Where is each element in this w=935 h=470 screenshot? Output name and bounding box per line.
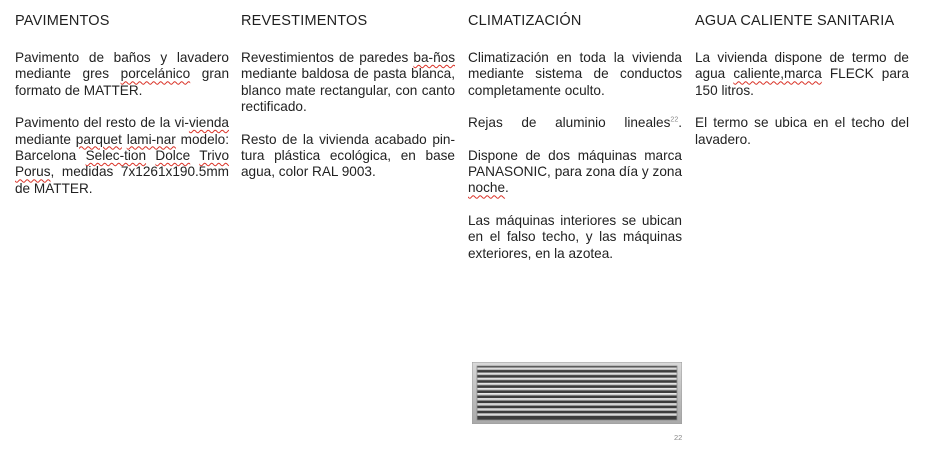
spellcheck-word[interactable]: Porus [15,164,51,180]
climatizacion-heading: CLIMATIZACIÓN [468,13,582,29]
pavimentos-column [15,12,229,213]
spellcheck-word[interactable]: parquet [75,131,122,147]
climatizacion-column [468,12,682,278]
spellcheck-word[interactable]: Dolce [155,148,191,164]
revestimentos-paragraph-1: Revestimientos de paredes ba-ños mediante baldosa de pasta blanca, blanco mate rectangular, con canto rectificado. [241,50,455,115]
agua-caliente-column [695,12,909,164]
revestimentos-heading: REVESTIMENTOS [241,13,368,29]
image-number: 22 [674,433,683,442]
climatizacion-paragraph-3: Dispone de dos máquinas marca PANASONIC, para zona día y zona noche. [468,147,682,196]
spellcheck-word[interactable]: vienda [188,115,229,131]
spellcheck-word[interactable]: lami-nar [126,131,176,147]
spellcheck-word[interactable]: Trivo [199,148,229,164]
revestimentos-column [241,12,455,197]
agua-caliente-paragraph-1: La vivienda dispone de termo de agua caliente,marca FLECK para 150 litros. [695,50,909,98]
agua-caliente-paragraph-2: El termo se ubica en el techo del lavadero. [695,115,909,147]
climatizacion-paragraph-1: Climatización en toda la vivienda mediante sistema de conductos completamente oculto. [468,50,682,98]
spellcheck-word[interactable]: porcelánico [120,66,191,82]
revestimentos-paragraph-2: Resto de la vivienda acabado pin-tura plástica ecológica, en base agua, color RAL 9003. [241,131,455,180]
footnote-marker: 22 [670,116,679,124]
spellcheck-word[interactable]: noche [468,180,506,196]
pavimentos-paragraph-2: Pavimento del resto de la vi-vienda mediante parquet lami-nar modelo: Barcelona Selec-tion Dolce Trivo Porus, medidas 7x1261x190.5mm de MATTER. [15,115,230,196]
climatizacion-paragraph-4: Las máquinas interiores se ubican en el falso techo, y las máquinas exteriores, en la azotea. [468,212,682,261]
linear-grille-image [472,362,682,424]
pavimentos-heading: PAVIMENTOS [15,13,110,29]
climatizacion-paragraph-2: Rejas de aluminio lineales$^{22}$. [468,115,682,131]
spellcheck-word[interactable]: caliente,marca [733,66,822,82]
spellcheck-word[interactable]: ba-ños [413,50,455,65]
pavimentos-paragraph-1: Pavimento de baños y lavadero mediante gres porcelánico gran formato de MATTER. [15,50,230,98]
spellcheck-word[interactable]: Selec-tion [85,148,147,164]
agua-caliente-heading: AGUA CALIENTE SANITARIA [695,13,895,29]
